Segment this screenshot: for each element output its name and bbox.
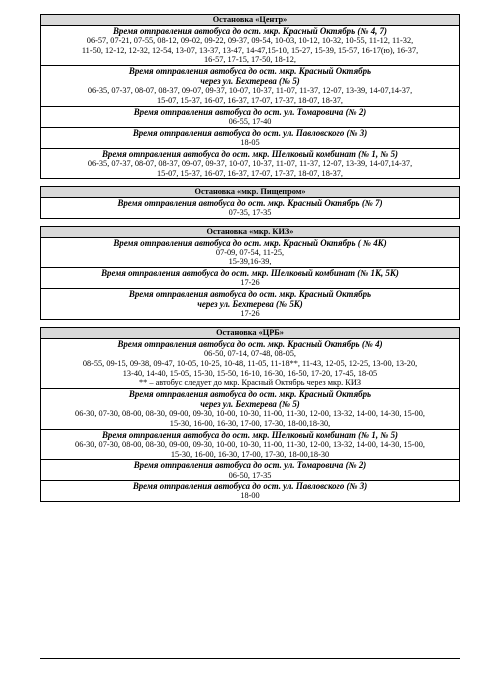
departure-times: 16-57, 17-15, 17-50, 18-12, xyxy=(204,55,296,65)
departure-times: 15-30, 16-00, 16-30, 17-00, 17-30, 18-00,18-30 xyxy=(170,449,330,459)
route-cell xyxy=(41,289,460,320)
route-cell xyxy=(41,268,460,289)
stop-table xyxy=(40,186,460,219)
departure-times: 06-35, 07-37, 08-07, 08-37, 09-07, 09-37, 10-07, 10-37, 11-07, 11-37, 12-07, 13-39, 14-07,14-37, xyxy=(87,158,413,168)
stop-name: Остановка «мкр. Пищепром» xyxy=(41,187,460,198)
schedule-document xyxy=(40,14,460,509)
route-title: Время отправления автобуса до ост. мкр. Красный Октябрь (№ 4) xyxy=(117,338,383,349)
stop-name: Остановка «мкр. КИЗ» xyxy=(41,226,460,237)
departure-times: 15-07, 15-37, 16-07, 16-37, 17-07, 17-37, 18-07, 18-37, xyxy=(157,96,343,106)
departure-times: 15-39,16-39, xyxy=(228,257,272,267)
route-title: Время отправления автобуса до ост. мкр. Шелковый комбинат (№ 1К, 5К) xyxy=(101,268,399,279)
departure-times: 15-30, 16-00, 16-30, 17-00, 17-30, 18-00,18-30, xyxy=(169,419,331,429)
stop-table xyxy=(40,14,460,179)
route-cell xyxy=(41,127,460,148)
departure-times: 07-35, 17-35 xyxy=(228,208,272,218)
departure-times: 15-07, 15-37, 16-07, 16-37, 17-07, 17-37, 18-07, 18-37, xyxy=(157,168,343,178)
stop-name: Остановка «Центр» xyxy=(41,15,460,26)
route-title: через ул. Бехтерева (№ 5К) xyxy=(197,299,303,310)
route-cell xyxy=(41,460,460,481)
route-title: через ул. Бехтерева (№ 5) xyxy=(200,76,300,87)
departure-times: 06-50, 17-35 xyxy=(228,470,272,480)
departure-times: 13-40, 14-40, 15-05, 15-30, 15-50, 16-10, 16-30, 16-50, 17-20, 17-45, 18-05 xyxy=(122,368,378,378)
route-title: Время отправления автобуса до ост. ул. Павловского (№ 3) xyxy=(132,481,368,492)
route-cell xyxy=(41,148,460,179)
route-title: Время отправления автобуса до ост. мкр. Красный Октябрь (№ 4, 7) xyxy=(113,25,387,36)
route-cell xyxy=(41,106,460,127)
route-title: Время отправления автобуса до ост. ул. Томаровича (№ 2) xyxy=(133,106,367,117)
departure-times: 06-50, 07-14, 07-48, 08-05, xyxy=(204,349,296,359)
route-cell xyxy=(41,338,460,388)
route-note: ** – автобус следует до мкр. Красный Октябрь через мкр. КИЗ xyxy=(139,378,361,388)
route-title: Время отправления автобуса до ост. ул. Павловского (№ 3) xyxy=(132,127,368,138)
departure-times: 06-35, 07-37, 08-07, 08-37, 09-07, 09-37, 10-07, 10-37, 11-07, 11-37, 12-07, 13-39, 14-07,14-37, xyxy=(87,86,413,96)
route-cell xyxy=(41,388,460,429)
stop-table xyxy=(40,226,460,320)
route-title: Время отправления автобуса до ост. мкр. Красный Октябрь xyxy=(128,66,372,77)
route-cell xyxy=(41,197,460,218)
departure-times: 11-50, 12-12, 12-32, 12-54, 13-07, 13-37, 13-47, 14-47,15-10, 15-27, 15-39, 15-57, 16-17(ю), 16-37, xyxy=(81,45,419,55)
route-title: Время отправления автобуса до ост. мкр. Шелковый комбинат (№ 1, № 5) xyxy=(101,429,399,440)
departure-times: 06-57, 07-21, 07-55, 08-12, 09-02, 09-22, 09-37, 09-54, 10-03, 10-12, 10-32, 10-55, 11-12, 11-32, xyxy=(86,35,414,45)
departure-times: 08-55, 09-15, 09-38, 09-47, 10-05, 10-25, 10-48, 11-05, 11-18**, 11-43, 12-05, 12-25, 13-00, 13-20, xyxy=(82,358,418,368)
route-cell xyxy=(41,237,460,268)
route-title: Время отправления автобуса до ост. мкр. Красный Октябрь ( № 4К) xyxy=(113,237,387,248)
departure-times: 07-09, 07-54, 11-25, xyxy=(215,247,285,257)
route-title: через ул. Бехтерева (№ 5) xyxy=(200,399,300,410)
stop-name: Остановка «ЦРБ» xyxy=(41,328,460,339)
route-title: Время отправления автобуса до ост. мкр. Шелковый комбинат (№ 1, № 5) xyxy=(101,148,399,159)
departure-times: 18-05 xyxy=(240,137,260,147)
departure-times: 17-26 xyxy=(240,309,260,319)
departure-times: 06-55, 17-40 xyxy=(228,117,272,127)
route-cell xyxy=(41,66,460,107)
route-title: Время отправления автобуса до ост. мкр. Красный Октябрь (№ 7) xyxy=(117,197,383,208)
departure-times: 18-00 xyxy=(240,491,260,501)
departure-times: 06-30, 07-30, 08-00, 08-30, 09-00, 09-30, 10-00, 10-30, 11-00, 11-30, 12-00, 13-32, 14-00, 14-30, 15-00, xyxy=(75,409,425,419)
route-title: Время отправления автобуса до ост. мкр. Красный Октябрь xyxy=(128,388,372,399)
route-cell xyxy=(41,481,460,502)
route-title: Время отправления автобуса до ост. мкр. Красный Октябрь xyxy=(128,289,372,300)
departure-times: 06-30, 07-30, 08-00, 08-30, 09-00, 09-30, 10-00, 10-30, 11-00, 11-30, 12-00, 13-32, 14-00, 14-30, 15-00, xyxy=(75,439,425,449)
route-title: Время отправления автобуса до ост. ул. Томаровича (№ 2) xyxy=(133,460,367,471)
route-cell xyxy=(41,25,460,65)
departure-times: 17-26 xyxy=(240,278,260,288)
stop-table xyxy=(40,327,460,502)
route-cell xyxy=(41,429,460,460)
footer-rule xyxy=(40,658,460,659)
